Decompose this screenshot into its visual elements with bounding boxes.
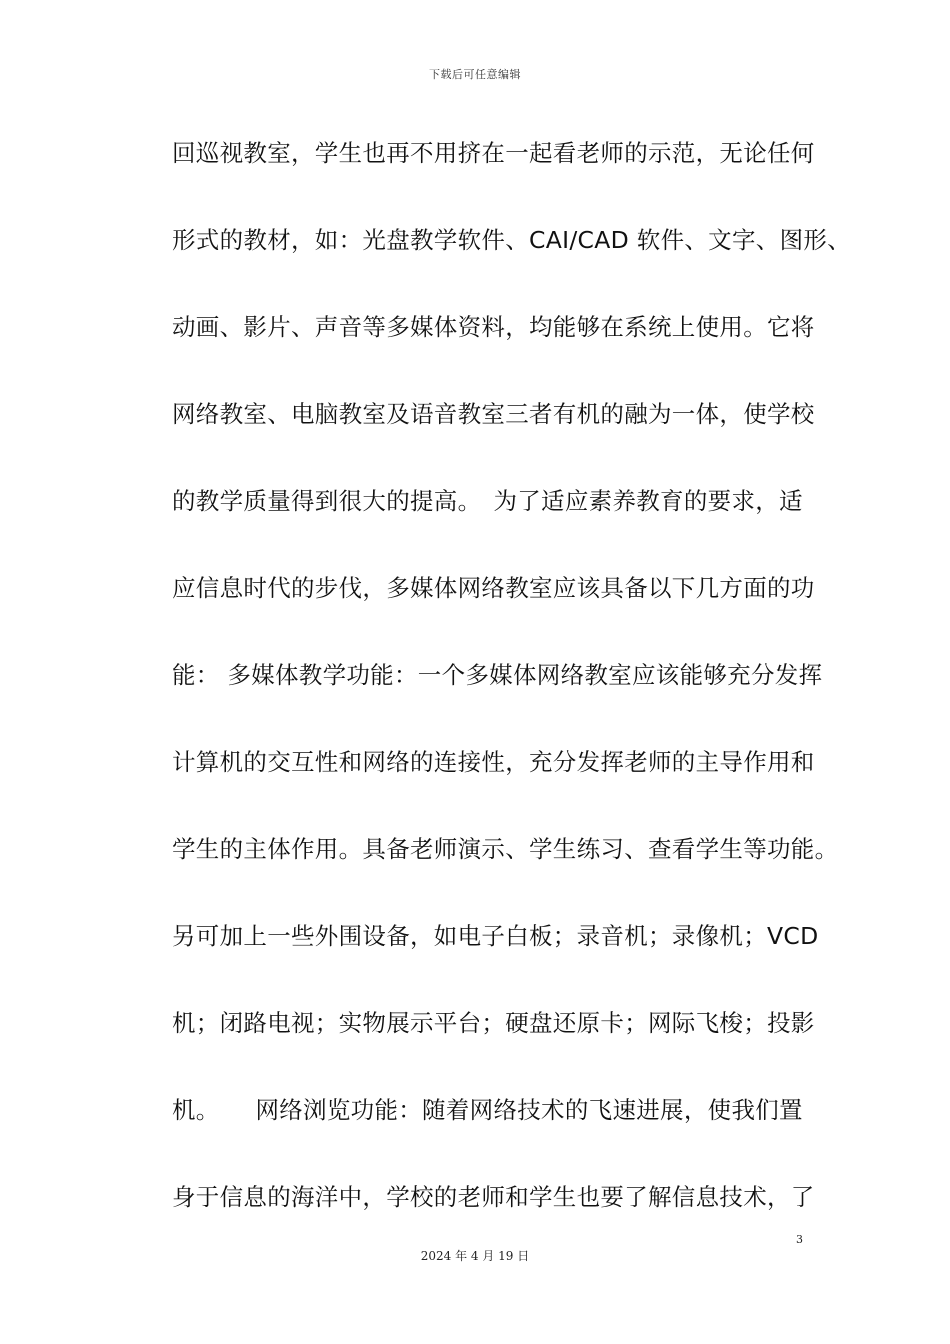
text-line-3: 动画、影片、声音等多媒体资料，均能够在系统上使用。它将 <box>172 313 815 341</box>
text-line-8: 计算机的交互性和网络的连接性，充分发挥老师的主导作用和 <box>172 748 815 776</box>
text-line-11: 机；闭路电视；实物展示平台；硬盘还原卡；网际飞梭；投影 <box>172 1009 815 1037</box>
body-text <box>172 126 851 1257</box>
text-line-1: 回巡视教室，学生也再不用挤在一起看老师的示范，无论任何 <box>172 139 815 167</box>
text-line-9: 学生的主体作用。具备老师演示、学生练习、查看学生等功能。 <box>172 835 839 863</box>
text-line-10: 另可加上一些外围设备，如电子白板；录音机；录像机；VCD <box>172 922 819 950</box>
text-line-12: 机。 网络浏览功能：随着网络技术的飞速进展，使我们置 <box>172 1096 803 1124</box>
footer-date: 2024 年 4 月 19 日 <box>420 1249 530 1263</box>
text-line-5: 的教学质量得到很大的提高。 为了适应素养教育的要求，适 <box>172 487 803 515</box>
page-number: 3 <box>796 1233 803 1246</box>
text-line-6: 应信息时代的步伐，多媒体网络教室应该具备以下几方面的功 <box>172 574 815 602</box>
text-line-4: 网络教室、电脑教室及语音教室三者有机的融为一体，使学校 <box>172 400 815 428</box>
text-line-13: 身于信息的海洋中，学校的老师和学生也要了解信息技术，了 <box>172 1183 815 1211</box>
text-line-7: 能： 多媒体教学功能：一个多媒体网络教室应该能够充分发挥 <box>172 661 823 689</box>
text-line-2: 形式的教材，如：光盘教学软件、CAI/CAD 软件、文字、图形、 <box>172 226 851 254</box>
page-header: 下载后可任意编辑 <box>429 68 521 81</box>
